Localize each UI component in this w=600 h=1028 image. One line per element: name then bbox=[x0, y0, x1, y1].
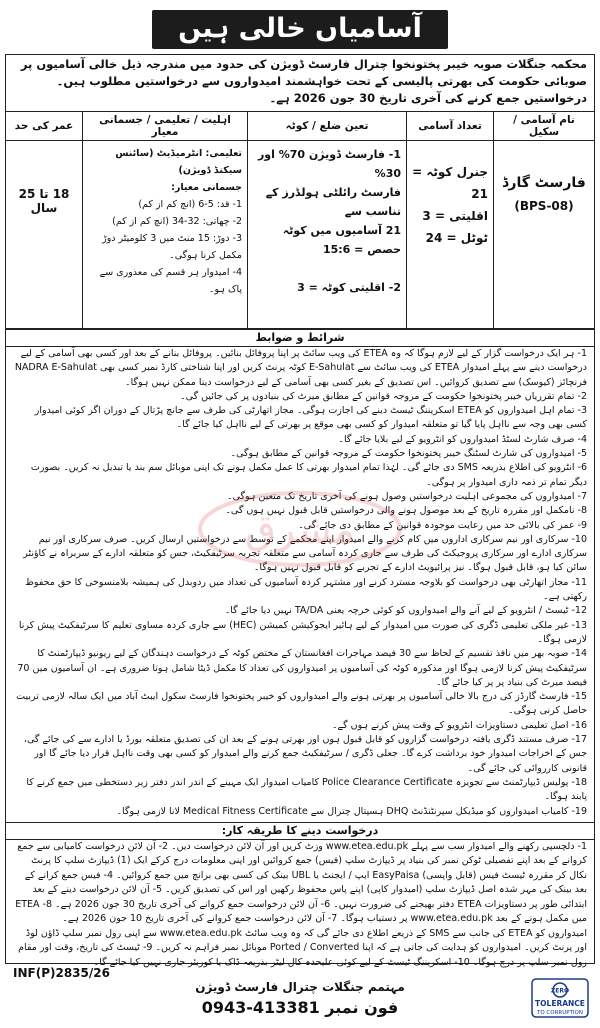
condition-item: 10- سرکاری اور نیم سرکاری اداروں میں کام کرنے والے امیدوار اپنے محکمے کے توسط سے درخواستیں ارسال کریں۔ صرف سرکاری اور نیم سرکاری ادارے اور سرکاری پروجیکٹ کی طرف سے جاری کردہ آسامی سے متعلقہ تجربہ سرٹیفکیٹ، جس کو متعلقہ ادارے کے سربراہ نے کاؤنٹر سائن کیا ہو، قابل قبول ہوگا۔ نیز پرائیویٹ ادارے کے تجربے کو قابل قبول نہیں ہوگا۔ bbox=[23, 533, 587, 574]
condition-item: 14- صوبہ بھر میں نافذ تقسیم کے لحاظ سے 30 فیصد مہاجرات افغانستان کے مختص کوٹہ کے درخواست دہندگان کے لیے ریونیو ڈیپارٹمنٹ کا سرٹیفکیٹ پیش کرنا لازمی ہوگا اور مذکورہ کوٹہ کی آسامیوں پر امیدواروں کی تعداد کا مکمل ڈیٹا شامل ہونا ضروری ہے۔ ان آسامیوں میں 70 فیصد میرٹ کی بنیاد پر پر کیا جائے گا۔ bbox=[17, 648, 587, 688]
qual-line: جسمانی معیار: bbox=[171, 182, 242, 193]
table-header-row bbox=[6, 112, 595, 141]
condition-item: 17- صرف مستند ڈگری یافتہ درخواست گزاروں کو قابل قبول ہوں اور بھرتی ہونے کے بعد ان کی تصدیق متعلقہ بورڈ یا ادارے سے کی جائے گی، جس کے اخراجات امیدوار خود برداشت کرے گا۔ جعلی ڈگری / سرٹیفکیٹ جمع کرنے والے امیدوار کو کسی بھی وقت نااہل قرار دیا جائے گا اور قانونی کارروائی کی جائے گی۔ bbox=[23, 734, 587, 774]
vacancy-table bbox=[5, 111, 595, 329]
age-unit: سال bbox=[30, 201, 58, 215]
age-limit: 18 تا 25 bbox=[18, 187, 70, 201]
logo-text-bot: TO CORRUPTION bbox=[536, 1010, 584, 1016]
condition-item: 12- ٹیسٹ / انٹرویو کے لیے آنے والے امیدواروں کو کوئی خرچہ یعنی TA/DA نہیں دیا جائے گا۔ bbox=[224, 605, 587, 617]
post-scale: (BPS-08) bbox=[514, 199, 574, 213]
condition-item: 8- نامکمل اور مقررہ تاریخ کے بعد موصول ہونے والی درخواستیں قابل قبول نہیں ہوں گی۔ bbox=[225, 505, 587, 517]
qual-line: 4- امیدوار ہر قسم کی معذوری سے پاک ہو۔ bbox=[99, 267, 242, 295]
count-general: جنرل کوٹہ = 21 bbox=[412, 165, 488, 201]
method-text bbox=[5, 840, 595, 971]
quota-line: فارسٹ رائلٹی ہولڈرز کے تناسب سے bbox=[265, 186, 401, 218]
condition-item: 18- پولیس ڈیپارٹمنٹ سے تجویزہ Police Clearance Certificate کامیاب امیدوار ایک مہینے کے اندر اندر دفتر زیر دستخطی میں جمع کرنے کا پابند ہوگا۔ bbox=[26, 776, 587, 803]
logo-text-mid: TOLERANCE bbox=[535, 999, 585, 1008]
phone-number: 0943-413381 bbox=[201, 998, 320, 1017]
count-cell bbox=[407, 141, 494, 329]
condition-item: 4- صرف شارٹ لسٹڈ امیدواروں کو انٹرویو کے لیے بلایا جائے گا۔ bbox=[338, 433, 587, 445]
qualification-cell bbox=[83, 141, 248, 329]
condition-item: 3- تمام اہل امیدواروں کو ETEA اسکریننگ ٹیسٹ دینے کی اجازت ہوگی۔ مجاز اتھارٹی کی طرف سے جانچ پڑتال کے دوران اگر کوئی امیدوار کسی بھی وجہ سے نااہل پایا گیا تو متعلقہ امیدوار کو کسی بھی موقع پر بھرتی کے لیے نااہل کیا جائے گا۔ bbox=[34, 405, 587, 431]
quota-line bbox=[253, 259, 401, 278]
qual-line: 3- دوڑ: 15 منٹ میں 3 کلومیٹر دوڑ مکمل کرنا ہوگی۔ bbox=[102, 233, 242, 261]
age-cell bbox=[6, 141, 83, 329]
table-row bbox=[6, 141, 595, 329]
post-cell bbox=[494, 141, 595, 329]
method-paragraph: امیدواروں کو ETEA کی جانب سے SMS کے ذریعے اطلاع دی جائے گی کہ وہ ویب سائٹ www.etea.edu.pk سے اپنی رول نمبر سلپ ڈاؤن لوڈ اور پرنٹ کریں۔ امیدواروں کو ہدایت کی جاتی ہے کہ اپنا Ported / Converted موبائل نمبر فراہم نہ کریں۔ 9- ٹیسٹ کی تاریخ، وقت اور مقام رول نمبر سلپ پر درج ہوگا۔ 10- اسکریننگ ٹیسٹ کے لیے کوئی علیحدہ کال لیٹر بذریعہ ڈاک یا کوریئر جاری نہیں کیا جائے گا۔ bbox=[18, 927, 587, 968]
qual-line: 2- چھاتی: 32-34 (انچ کم از کم) bbox=[112, 216, 242, 227]
stamp-text: مشرق bbox=[244, 507, 356, 553]
condition-item: 2- تمام تقرریاں خیبر پختونخوا حکومت کے مروجہ قوانین کے مطابق میرٹ کی بنیادوں پر کی جائیں گی۔ bbox=[180, 390, 587, 402]
condition-item: 15- فارسٹ گارڈز کی درج بالا خالی آسامیوں پر بھرتی ہونے والے امیدواروں کو خیبر پختونخوا فارسٹ سکول ایبٹ آباد میں ایک سالہ لازمی تربیت حاصل کرنی ہوگی۔ bbox=[16, 691, 587, 717]
title-bar bbox=[5, 4, 595, 54]
quota-cell bbox=[248, 141, 407, 329]
page-title: آسامیاں خالی ہیں bbox=[152, 10, 448, 49]
reference-number: INF(P)2835/26 bbox=[13, 966, 110, 980]
zero-tolerance-logo bbox=[531, 978, 589, 1018]
condition-item: 7- امیدواروں کی مجموعی اہلیت درخواستیں وصول ہونے کی آخری تاریخ تک متعین ہوگی۔ bbox=[227, 490, 587, 502]
advertisement-page bbox=[5, 4, 595, 1020]
conditions-list bbox=[5, 347, 595, 819]
logo-text-top: ZERO bbox=[550, 987, 570, 995]
header-qualification: اہلیت / تعلیمی / جسمانی معیار bbox=[83, 112, 248, 141]
intro-text: محکمہ جنگلات صوبہ خیبر پختونخوا چترال فارسٹ ڈویژن کی حدود میں مندرجہ ذیل خالی آسامیوں پر صوبائی حکومت کی بھرتی پالیسی کے تحت خواہشمند امیدواروں سے درخواستیں مطلوب ہیں۔ درخواستیں جمع کرنے کی آخری تاریخ 30 جون 2026 ہے۔ bbox=[20, 57, 587, 105]
header-post: نام آسامی / سکیل bbox=[494, 112, 595, 141]
quota-line: 2- اقلیتی کوٹہ = 3 bbox=[297, 281, 401, 294]
condition-item: 16- اصل تعلیمی دستاویزات انٹرویو کے وقت پیش کرنے ہوں گے۔ bbox=[331, 719, 587, 731]
header-age: عمر کی حد bbox=[6, 112, 83, 141]
count-minority: اقلیتی = 3 bbox=[422, 209, 488, 223]
count-total: ٹوٹل = 24 bbox=[425, 231, 488, 245]
condition-item: 1- ہر ایک درخواست گزار کے لیے لازم ہوگا کہ وہ ETEA کی ویب سائٹ پر اپنا پروفائل بنائیں۔ پروفائل بنانے کے بعد اور کسی بھی آسامی کے لیے درخواست دینے سے پہلے امیدوار ETEA کی ویب سائٹ سے E-Sahulat کوٹہ پرنٹ کریں اور اپنا شناختی کارڈ نمبر کسی بھی NADRA E-Sahulat فرنچائز (کیوسک) سے تصدیق کروائیں۔ اس تصدیق کے بغیر کسی بھی آسامی کے لیے درخواست دینا ممکن نہیں ہوگا۔ bbox=[14, 348, 587, 388]
quota-line: 21 آسامیوں میں کوٹہ حصص = 15:6 bbox=[282, 224, 401, 256]
condition-item: 19- کامیاب امیدواروں کو میڈیکل سپرنٹنڈنٹ DHQ ہسپتال چترال سے Medical Fitness Certificate لانا لازمی ہوگا۔ bbox=[116, 805, 587, 817]
header-quota: تعین ضلع / کوٹہ bbox=[248, 112, 407, 141]
condition-item: 13- غیر ملکی تعلیمی ڈگری کی صورت میں امیدوار کے لیے ہائیر ایجوکیشن کمیشن (HEC) سے جاری کردہ مساوی تعلیم کا سرٹیفکیٹ پیش کرنا لازمی ہوگا۔ bbox=[18, 619, 587, 645]
signer: مہتمم جنگلات چترال فارسٹ ڈویژن bbox=[195, 980, 405, 994]
condition-item: 9- عمر کی بالائی حد میں رعایت موجودہ قوانین کے مطابق دی جائے گی۔ bbox=[298, 519, 587, 531]
condition-item: 6- انٹرویو کی اطلاع بذریعہ SMS دی جائے گی۔ لہٰذا تمام امیدوار بھرتی کا عمل مکمل ہونے تک اپنی موبائل سم بند یا تبدیل نہ کریں۔ بصورت دیگر تمام تر ذمہ داری امیدوار پر ہوگی۔ bbox=[30, 462, 587, 488]
qual-line: تعلیمی: انٹرمیڈیٹ (سائنس سیکنڈ ڈویژن) bbox=[115, 148, 242, 176]
condition-item: 11- مجاز اتھارٹی بھی درخواست کو بلاوجہ مسترد کرنے اور مشتہر کردہ آسامیوں کی تعداد میں ردوبدل کی ہمیشہ بلامنسوخی کا حق محفوظ رکھتی ہے۔ bbox=[25, 576, 587, 603]
condition-item: 5- امیدواروں کی شارٹ لسٹنگ خیبر پختونخوا حکومت کے مروجہ قوانین کے مطابق ہوگی۔ bbox=[230, 448, 587, 460]
header-count: تعداد آسامی bbox=[407, 112, 494, 141]
qual-line: 1- قد: 5-6 (انچ کم از کم) bbox=[138, 199, 242, 210]
method-heading: درخواست دینے کا طریقہ کار: bbox=[5, 822, 595, 840]
conditions-heading: شرائط و ضوابط bbox=[5, 329, 595, 347]
quota-line: 1- فارسٹ ڈویژن 70% اور 30% bbox=[257, 148, 401, 180]
post-name: فارسٹ گارڈ bbox=[502, 175, 586, 191]
footer bbox=[5, 966, 595, 1020]
phone-line bbox=[5, 998, 595, 1017]
method-paragraph: 1- دلچسپی رکھنے والے امیدوار سب سے پہلے www.etea.edu.pk وزٹ کریں اور آن لائن درخواست دیں۔ 2- آن لائن درخواست کامیابی سے جمع کروانے کے بعد اپنے تفصیلی ٹوکن نمبر کی بنیاد پر ڈیپازٹ سلپ (فیس) جمع کروائیں اور اپنی معلومات درج کرکے ایک (1) ڈیپازٹ سلپ کا پرنٹ نکال کر مقررہ ٹیسٹ فیس (قابل واپسی) EasyPaisa ایپ / ایجنٹ یا UBL بینک کی کسی بھی برانچ میں جمع کروائیں۔ 4- فیس جمع کرانے کے بعد بینک کی مہر شدہ اصل ڈیپازٹ سلپ (امیدوار کاپی) اپنے پاس محفوظ رکھیں اور اس کی تصدیق کریں۔ 5- آن لائن درخواست دینے کے بعد ابتدائی طور پر دستاویزات ETEA دفتر بھیجنے کی ضرورت نہیں۔ 6- آن لائن درخواست جمع کروانے کی آخری تاریخ 30 جون 2026 ہے۔ 8- ETEA میں مکمل ہونے کے بعد www.etea.edu.pk پر دستیاب ہوگا۔ 7- آن لائن درخواست جمع کروانے کی آخری تاریخ 10 جون 2026 ہے۔ bbox=[15, 840, 587, 925]
phone-label: فون نمبر bbox=[325, 998, 399, 1017]
